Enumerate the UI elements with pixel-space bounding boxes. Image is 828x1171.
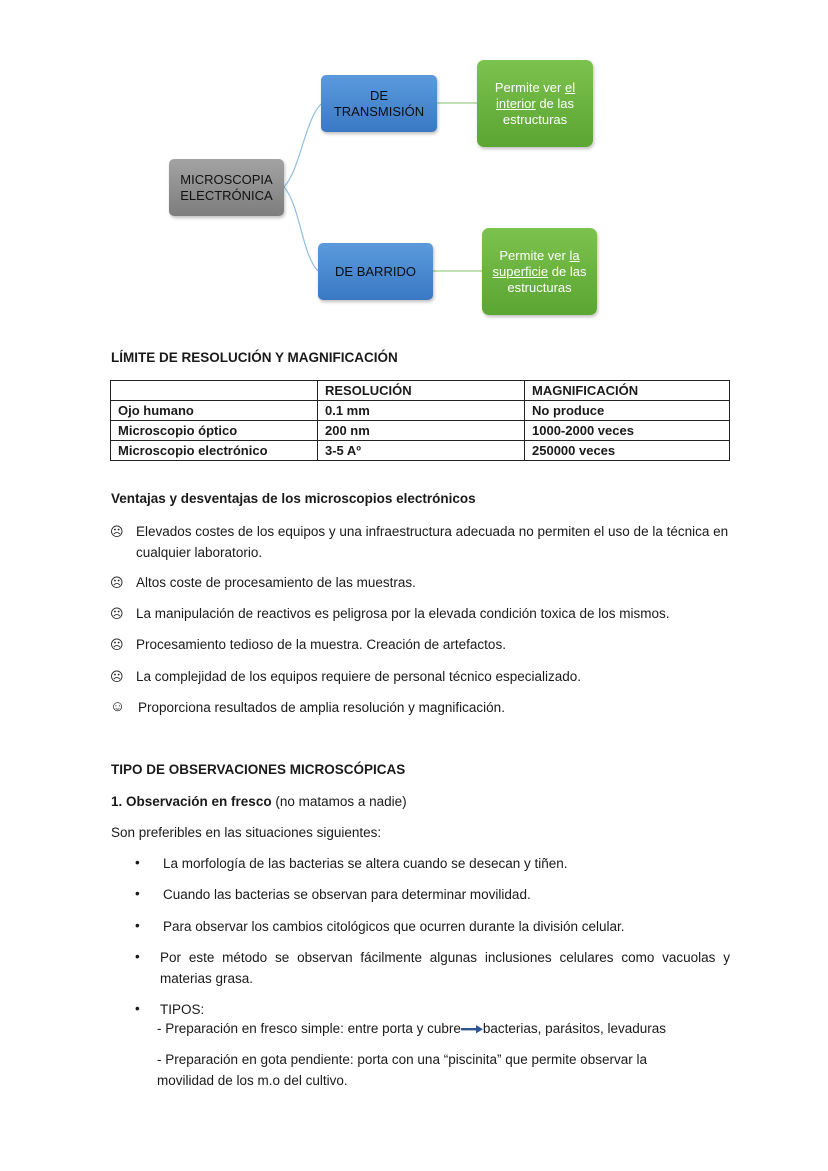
table-row — [111, 421, 730, 441]
observations-title: TIPO DE OBSERVACIONES MICROSCÓPICAS — [111, 762, 406, 777]
bullet-icon: • — [135, 1001, 140, 1016]
list-item — [110, 603, 730, 624]
list-item — [110, 697, 730, 718]
diagram-root-node — [169, 159, 284, 216]
table-cell: Microscopio electrónico — [111, 441, 318, 461]
sad-face-icon: ☹ — [110, 637, 124, 652]
list-item-text: La manipulación de reactivos es peligrosa por la elevada condición toxica de los mismos. — [136, 606, 670, 621]
resolution-title: LÍMITE DE RESOLUCIÓN Y MAGNIFICACIÓN — [111, 350, 398, 365]
list-item-text: La morfología de las bacterias se altera cuando se desecan y tiñen. — [163, 856, 568, 871]
table-row — [111, 441, 730, 461]
sad-face-icon: ☹ — [110, 524, 124, 539]
list-item-text: Procesamiento tedioso de la muestra. Creación de artefactos. — [136, 637, 506, 652]
bullet-icon: • — [135, 886, 140, 901]
resolution-table — [110, 380, 730, 461]
list-item-text: Altos coste de procesamiento de las muestras. — [136, 575, 416, 590]
list-item-text: La complejidad de los equipos requiere de personal técnico especializado. — [136, 669, 582, 684]
sad-face-icon: ☹ — [110, 669, 124, 684]
right-arrow-icon — [461, 1024, 483, 1034]
happy-face-icon: ☺ — [110, 698, 126, 715]
diagram-node-barrido — [318, 243, 433, 300]
table-header-cell: MAGNIFICACIÓN — [525, 381, 730, 401]
table-cell: 250000 veces — [525, 441, 730, 461]
list-item-text: Elevados costes de los equipos y una infraestructura adecuada no permiten el uso de la técnica en cualquier laboratorio. — [136, 524, 729, 560]
table-cell: No produce — [525, 401, 730, 421]
bullet-icon: • — [135, 918, 140, 933]
diagram-node-transmision — [321, 75, 437, 132]
table-header-cell — [111, 381, 318, 401]
table-cell: 3-5 Aº — [318, 441, 525, 461]
bullet-icon: • — [135, 855, 140, 870]
table-row — [111, 401, 730, 421]
connector-root-transmision — [284, 104, 321, 187]
microscopy-diagram — [0, 0, 828, 330]
list-item-text: Para observar los cambios citológicos que ocurren durante la división celular. — [163, 919, 625, 934]
leaf-transmision-text: Permite ver el interior de las estructuras — [494, 79, 576, 127]
advantages-title: Ventajas y desventajas de los microscopios electrónicos — [111, 491, 476, 506]
transmision-label: DE TRANSMISIÓN — [333, 87, 425, 119]
table-cell: 200 nm — [318, 421, 525, 441]
table-header-cell: RESOLUCIÓN — [318, 381, 525, 401]
table-header-row — [111, 381, 730, 401]
sad-face-icon: ☹ — [110, 606, 124, 621]
list-item — [110, 521, 730, 563]
list-item — [110, 634, 730, 655]
barrido-label: DE BARRIDO — [335, 263, 416, 279]
list-item-text: Proporciona resultados de amplia resolución y magnificación. — [138, 700, 505, 715]
list-item — [110, 572, 730, 593]
table-cell: Ojo humano — [111, 401, 318, 421]
table-cell: 0.1 mm — [318, 401, 525, 421]
sad-face-icon: ☹ — [110, 575, 124, 590]
list-item-text: TIPOS: — [160, 1002, 205, 1017]
list-item-text: Por este método se observan fácilmente algunas inclusiones celulares como vacuolas y materias grasa. — [160, 950, 730, 986]
tipo-gota-pendiente: - Preparación en gota pendiente: porta con una “piscinita” que permite observar la movilidad de los m.o del cultivo. — [157, 1052, 648, 1088]
observation-intro: Son preferibles en las situaciones siguientes: — [111, 825, 382, 840]
bullet-icon: • — [135, 949, 140, 964]
list-item-text: Cuando las bacterias se observan para determinar movilidad. — [163, 887, 531, 902]
connector-root-barrido — [284, 187, 318, 271]
observation-subtitle: 1. Observación en fresco (no matamos a nadie) — [111, 794, 407, 809]
tipo-fresco-simple: - Preparación en fresco simple: entre porta y cubre bacterias, parásitos, levaduras — [157, 1021, 666, 1036]
root-node-label: MICROSCOPIA ELECTRÓNICA — [180, 171, 273, 203]
diagram-leaf-transmision — [477, 60, 593, 147]
table-cell: 1000-2000 veces — [525, 421, 730, 441]
leaf-barrido-text: Permite ver la superficie de las estructuras — [492, 247, 587, 295]
list-item — [110, 666, 730, 687]
table-cell: Microscopio óptico — [111, 421, 318, 441]
diagram-leaf-barrido — [482, 228, 597, 315]
